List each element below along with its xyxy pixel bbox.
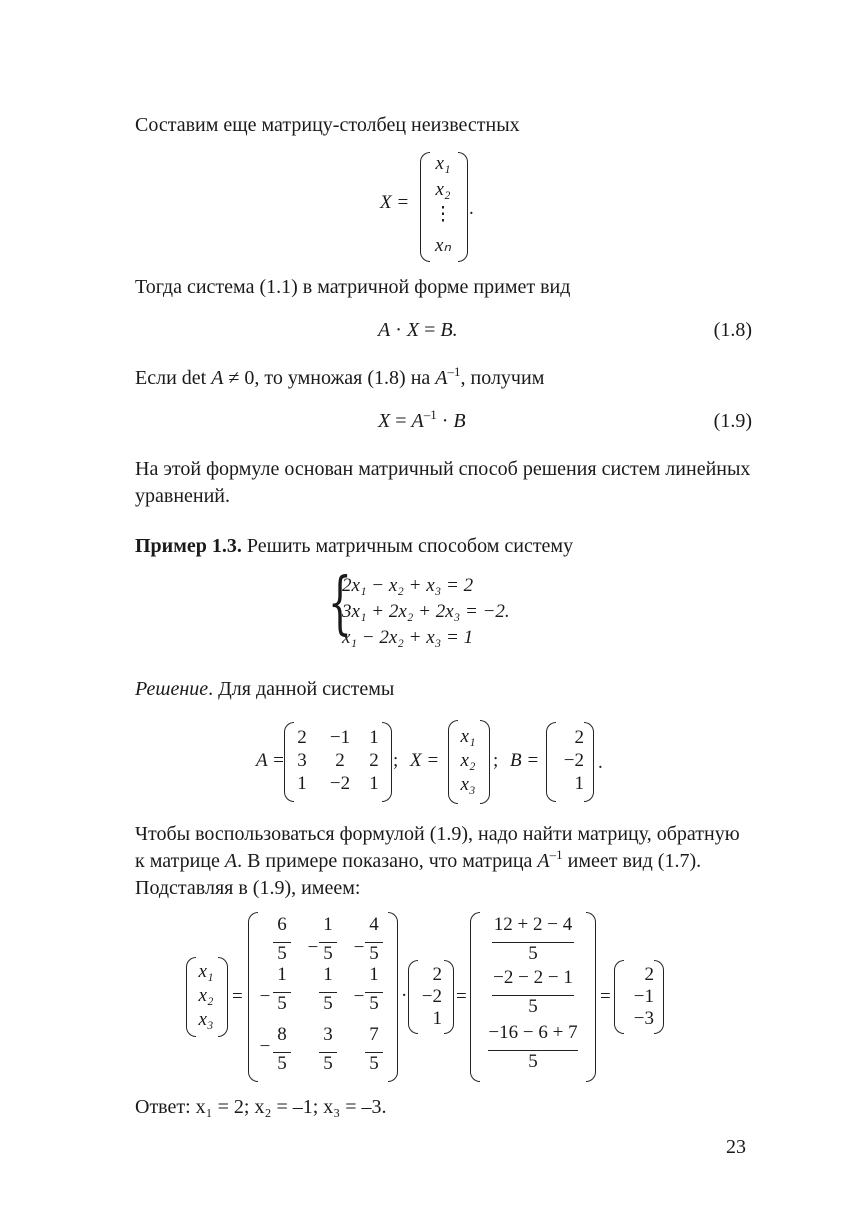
text: A [435, 367, 448, 389]
res-cell: −1 [633, 986, 654, 1007]
xv-cell: x₁ [460, 726, 476, 747]
inv-sign: − [259, 1036, 271, 1057]
paragraph-det [135, 365, 752, 392]
a-label: A = [256, 750, 285, 771]
answer: Ответ: x₁ = 2; x₂ = –1; x₃ = –3. [135, 1096, 387, 1118]
a-cell: 1 [297, 773, 307, 794]
paragraph-method [135, 456, 752, 510]
inv-den: 5 [323, 993, 333, 1014]
eq-op: · [395, 319, 402, 341]
text: . В примере показано, что матрица [237, 850, 538, 872]
eq-term: B [453, 410, 466, 432]
a-cell: −2 [329, 773, 351, 794]
text: , получим [460, 367, 545, 389]
b-cell: 1 [574, 773, 584, 794]
x-col-dots: ⋮ [433, 204, 453, 225]
paragraph-inverse [135, 821, 752, 902]
xv-label: X = [410, 750, 440, 771]
inv-den: 5 [323, 943, 333, 964]
text: ≠ 0, то умножая (1.8) на [223, 367, 436, 389]
b-cell: 2 [574, 727, 584, 748]
inv-sign: − [259, 986, 271, 1007]
inv-num: 6 [277, 914, 287, 935]
inv-left-paren [248, 912, 258, 1082]
equals: = [456, 986, 467, 1007]
eq-sup: –1 [423, 407, 437, 422]
inv-sign: − [353, 986, 365, 1007]
bc-cell: 2 [432, 964, 442, 985]
inv-sign: − [307, 937, 319, 958]
left-paren [420, 152, 430, 262]
equals: = [232, 986, 243, 1007]
bc-cell: −2 [421, 986, 442, 1007]
inv-num: 7 [369, 1024, 379, 1045]
fx-right-paren [218, 957, 228, 1037]
paragraph-text: Тогда система (1.1) в матричной форме примет вид [135, 276, 571, 298]
b-label: B = [510, 750, 540, 771]
xv-cell: x₃ [460, 774, 476, 795]
inv-num: 1 [323, 964, 333, 985]
end-period: . [598, 752, 603, 773]
text: Если det [135, 367, 212, 389]
prod-num: 12 + 2 − 4 [493, 914, 573, 935]
separator: ; [493, 750, 499, 771]
inv-den: 5 [277, 1053, 287, 1074]
a-cell: 3 [297, 750, 307, 771]
equation-1-9 [378, 407, 466, 433]
equation-1-8 [378, 319, 458, 342]
fx-cell: x₃ [198, 1009, 214, 1030]
eq-op: · [441, 410, 449, 432]
paragraph-matrix-form [135, 274, 752, 301]
inv-den: 5 [369, 1053, 379, 1074]
eq-term: B. [440, 319, 458, 341]
bc-cell: 1 [432, 1008, 442, 1029]
paragraph-unknowns [135, 112, 752, 139]
b-right-paren [584, 722, 594, 802]
equals: = [600, 986, 611, 1007]
x-label: X = [380, 192, 410, 213]
text: Чтобы воспользоваться формулой (1.9), надо найти матрицу, обратную к матрице [135, 823, 740, 872]
system-eq-2: 3x₁ + 2x₂ + 2x₃ = −2. [342, 601, 510, 622]
example-label: Пример 1.3. [135, 535, 242, 557]
system-eq-3: x₁ − 2x₂ + x₃ = 1 [342, 627, 474, 648]
eq-op: = [395, 410, 407, 432]
inv-num: 1 [369, 964, 379, 985]
x-col-1: x₁ [435, 153, 451, 174]
a-cell: 1 [369, 727, 379, 748]
xv-cell: x₂ [460, 750, 476, 771]
x-col-n: xₙ [434, 235, 451, 256]
x-col-2: x₂ [435, 179, 451, 200]
a-cell: −1 [329, 727, 351, 748]
example-heading [135, 533, 752, 560]
inv-den: 5 [369, 943, 379, 964]
fx-cell: x₂ [198, 985, 214, 1006]
text: A [224, 850, 238, 872]
res-right-paren [654, 960, 664, 1034]
prod-num: −16 − 6 + 7 [488, 1022, 578, 1043]
equation-number-1-8: (1.8) [713, 319, 752, 341]
inv-num: 1 [323, 914, 333, 935]
paragraph-text: Составим еще матрицу-столбец неизвестных [135, 114, 520, 136]
equation-number-1-9: (1.9) [713, 410, 752, 432]
inv-right-paren [388, 912, 398, 1082]
system-brace: { [328, 564, 352, 643]
a-cell: 2 [335, 750, 345, 771]
x-end-period: . [469, 198, 474, 219]
text: –1 [447, 364, 461, 379]
page-number: 23 [726, 1136, 746, 1158]
system-eq-1: 2x₁ − x₂ + x₃ = 2 [342, 575, 474, 596]
prod-num: −2 − 2 − 1 [493, 967, 573, 988]
pc-right-paren [586, 912, 596, 1082]
eq-term: X [406, 319, 420, 341]
a-cell: 2 [369, 750, 379, 771]
solution-label: Решение [135, 678, 209, 700]
prod-den: 5 [528, 943, 538, 964]
inv-den: 5 [369, 993, 379, 1014]
bc-right-paren [444, 960, 454, 1034]
inv-num: 8 [277, 1024, 287, 1045]
eq-term: X [378, 410, 391, 432]
inv-sign: − [353, 937, 365, 958]
solution-text: . Для данной системы [208, 678, 395, 700]
text: A [537, 850, 550, 872]
pc-left-paren [470, 912, 480, 1082]
fx-cell: x₁ [198, 961, 214, 982]
separator: ; [393, 750, 399, 771]
inv-num: 4 [369, 914, 379, 935]
text: –1 [549, 847, 563, 862]
inv-den: 5 [277, 943, 287, 964]
inv-den: 5 [277, 993, 287, 1014]
solution-heading [135, 676, 752, 703]
eq-term: A [411, 410, 424, 432]
inv-num: 1 [277, 964, 287, 985]
b-cell: −2 [563, 750, 584, 771]
a-cell: 2 [297, 727, 307, 748]
eq-op: = [424, 319, 436, 341]
prod-den: 5 [528, 1051, 538, 1072]
eq-term: A [378, 319, 391, 341]
text: имеет вид (1.7). Подставляя в (1.9), имеем: [135, 850, 702, 899]
inv-den: 5 [323, 1053, 333, 1074]
text: A [211, 367, 224, 389]
xv-right-paren [480, 720, 490, 804]
a-cell: 1 [369, 773, 379, 794]
prod-den: 5 [528, 996, 538, 1017]
inv-num: 3 [323, 1024, 333, 1045]
paragraph-text: На этой формуле основан матричный способ решения систем линейных уравнений. [135, 458, 751, 507]
right-paren [458, 152, 468, 262]
dot-operator: · [401, 985, 408, 1006]
res-cell: −3 [633, 1008, 654, 1029]
example-text: Решить матричным способом систему [241, 535, 574, 557]
res-cell: 2 [644, 964, 654, 985]
